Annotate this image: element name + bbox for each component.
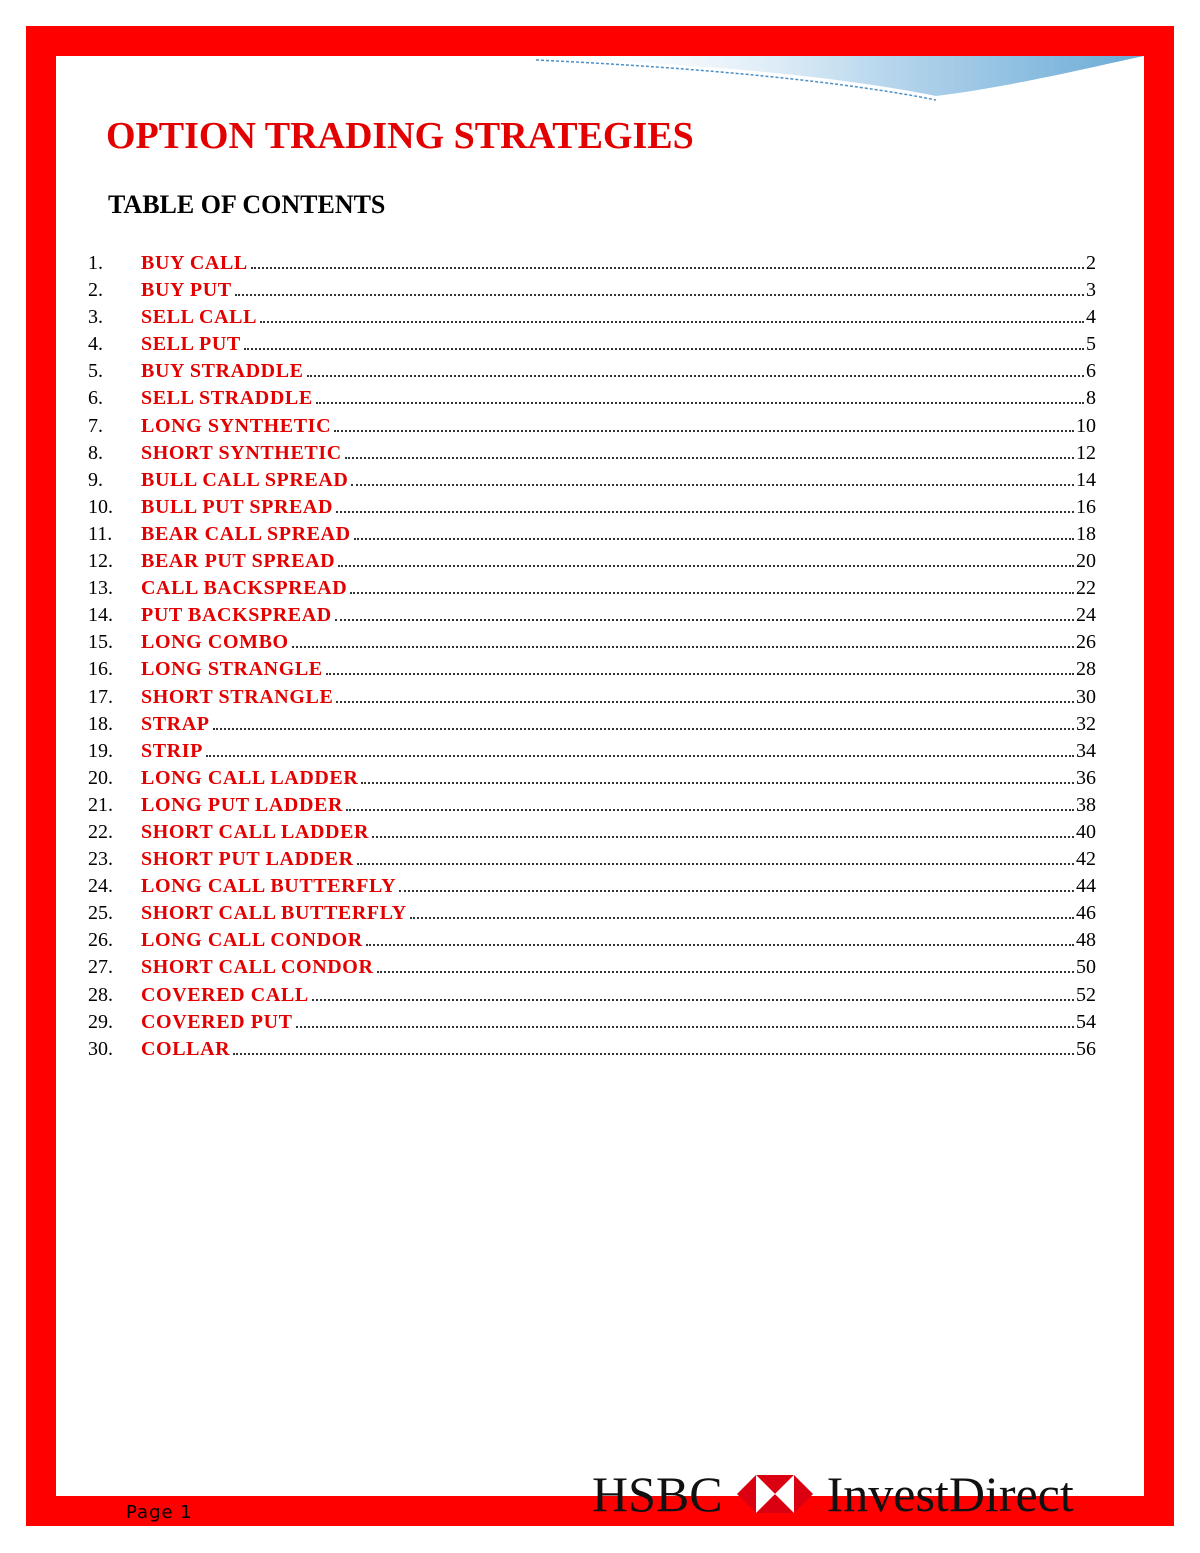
toc-entry-number: 10.	[88, 495, 113, 518]
toc-entry-number: 5.	[88, 360, 103, 383]
toc-entry[interactable]	[88, 250, 1096, 277]
toc-entry-page: 22	[1076, 577, 1096, 600]
toc-entry-page: 48	[1076, 929, 1096, 952]
toc-entry-page: 16	[1076, 495, 1096, 518]
toc-entry[interactable]	[88, 331, 1096, 358]
toc-entry[interactable]	[88, 575, 1096, 602]
toc-entry-number: 29.	[88, 1010, 113, 1033]
toc-entry[interactable]	[88, 846, 1096, 873]
toc-entry-label[interactable]: BULL CALL SPREAD	[141, 468, 349, 491]
toc-entry-page: 8	[1086, 387, 1096, 410]
toc-entry-number: 4.	[88, 333, 103, 356]
toc-entry[interactable]	[88, 792, 1096, 819]
toc-entry-number: 16.	[88, 658, 113, 681]
toc-entry-page: 36	[1076, 766, 1096, 789]
toc-dot-leader	[206, 754, 1074, 757]
toc-dot-leader	[336, 700, 1074, 703]
toc-entry[interactable]	[88, 954, 1096, 981]
toc-dot-leader	[335, 618, 1074, 621]
toc-entry-number: 13.	[88, 577, 113, 600]
toc-entry-label[interactable]: BEAR PUT SPREAD	[141, 550, 336, 573]
toc-entry-number: 12.	[88, 550, 113, 573]
toc-entry-page: 6	[1086, 360, 1096, 383]
toc-entry-label[interactable]: SHORT CALL BUTTERFLY	[141, 902, 407, 925]
toc-entry-number: 3.	[88, 306, 103, 329]
toc-dot-leader	[366, 943, 1074, 946]
toc-dot-leader	[296, 1025, 1074, 1028]
toc-entry-page: 4	[1086, 306, 1096, 329]
logo-text-left: HSBC	[592, 1466, 723, 1522]
toc-entry[interactable]	[88, 358, 1096, 385]
toc-dot-leader	[233, 1052, 1074, 1055]
toc-entry-page: 50	[1076, 956, 1096, 979]
toc-entry[interactable]	[88, 900, 1096, 927]
page-number: Page 1	[126, 1502, 193, 1523]
toc-dot-leader	[377, 970, 1074, 973]
toc-entry-label[interactable]: SHORT CALL CONDOR	[141, 956, 374, 979]
toc-dot-leader	[213, 727, 1074, 730]
document-title: OPTION TRADING STRATEGIES	[106, 115, 694, 157]
toc-entry-number: 20.	[88, 766, 113, 789]
toc-entry[interactable]	[88, 602, 1096, 629]
toc-entry-label[interactable]: COVERED CALL	[141, 983, 309, 1006]
toc-dot-leader	[307, 374, 1084, 377]
toc-dot-leader	[326, 672, 1074, 675]
toc-entry-label[interactable]: SHORT PUT LADDER	[141, 848, 354, 871]
toc-entry-number: 2.	[88, 279, 103, 302]
toc-entry-label[interactable]: SHORT CALL LADDER	[141, 820, 370, 843]
toc-entry[interactable]	[88, 521, 1096, 548]
toc-entry-label[interactable]: SHORT STRANGLE	[141, 685, 334, 708]
toc-entry-number: 24.	[88, 875, 113, 898]
toc-entry-page: 5	[1086, 333, 1096, 356]
toc-entry-number: 8.	[88, 441, 103, 464]
toc-entry-page: 18	[1076, 522, 1096, 545]
toc-entry-page: 38	[1076, 793, 1096, 816]
toc-entry-label[interactable]: LONG CALL LADDER	[141, 766, 359, 789]
toc-entry[interactable]	[88, 494, 1096, 521]
toc-dot-leader	[410, 916, 1074, 919]
toc-entry-page: 28	[1076, 658, 1096, 681]
toc-entry-page: 14	[1076, 468, 1096, 491]
toc-entry-number: 9.	[88, 468, 103, 491]
toc-dot-leader	[338, 564, 1074, 567]
toc-entry[interactable]	[88, 467, 1096, 494]
frame-notch	[1144, 1410, 1174, 1470]
toc-entry-page: 40	[1076, 820, 1096, 843]
toc-entry-page: 26	[1076, 631, 1096, 654]
toc-entry-number: 1.	[88, 252, 103, 274]
toc-entry-number: 25.	[88, 902, 113, 925]
toc-entry[interactable]	[88, 385, 1096, 412]
toc-dot-leader	[357, 862, 1074, 865]
toc-entry-page: 56	[1076, 1037, 1096, 1060]
toc-dot-leader	[260, 320, 1084, 323]
toc-entry-label[interactable]: LONG CALL BUTTERFLY	[141, 875, 397, 898]
toc-entry-page: 54	[1076, 1010, 1096, 1033]
toc-entry-page: 46	[1076, 902, 1096, 925]
toc-dot-leader	[244, 347, 1084, 350]
toc-entry-page: 2	[1086, 252, 1096, 274]
toc-entry[interactable]	[88, 656, 1096, 683]
toc-entry-page: 30	[1076, 685, 1096, 708]
toc-dot-leader	[351, 483, 1074, 486]
toc-entry-label[interactable]: SELL STRADDLE	[141, 387, 313, 410]
toc-entry[interactable]	[88, 277, 1096, 304]
toc-entry[interactable]	[88, 982, 1096, 1009]
logo-text-right: InvestDirect	[826, 1466, 1074, 1522]
toc-entry[interactable]	[88, 873, 1096, 900]
toc-dot-leader	[316, 401, 1084, 404]
toc-entry[interactable]	[88, 711, 1096, 738]
toc-dot-leader	[354, 537, 1074, 540]
toc-dot-leader	[292, 645, 1074, 648]
toc-entry[interactable]	[88, 819, 1096, 846]
toc-entry-label[interactable]: BUY STRADDLE	[141, 360, 304, 383]
toc-entry[interactable]	[88, 927, 1096, 954]
toc-entry[interactable]	[88, 1036, 1096, 1063]
toc-entry-label[interactable]: SHORT SYNTHETIC	[141, 441, 342, 464]
toc-heading: TABLE OF CONTENTS	[108, 190, 386, 219]
toc-dot-leader	[251, 266, 1084, 269]
toc-entry-page: 52	[1076, 983, 1096, 1006]
toc-entry-label[interactable]: BUY CALL	[141, 252, 248, 274]
toc-entry-label[interactable]: BEAR CALL SPREAD	[141, 522, 351, 545]
header-swoosh	[56, 56, 1144, 116]
hsbc-logo	[592, 1464, 1074, 1524]
toc-entry-label[interactable]: LONG PUT LADDER	[141, 793, 343, 816]
toc-dot-leader	[399, 889, 1074, 892]
toc-entry-page: 12	[1076, 441, 1096, 464]
toc-entry-number: 18.	[88, 712, 113, 735]
toc-dot-leader	[346, 808, 1074, 811]
toc-entry-label[interactable]: CALL BACKSPREAD	[141, 577, 348, 600]
toc-entry-page: 24	[1076, 604, 1096, 627]
toc-entry-label[interactable]: LONG STRANGLE	[141, 658, 323, 681]
toc-dot-leader	[334, 429, 1074, 432]
toc-entry-page: 10	[1076, 414, 1096, 437]
toc-entry-label[interactable]: PUT BACKSPREAD	[141, 604, 332, 627]
toc-dot-leader	[345, 456, 1074, 459]
toc-entry-number: 26.	[88, 929, 113, 952]
toc-entry[interactable]	[88, 304, 1096, 331]
toc-entry-label[interactable]: BULL PUT SPREAD	[141, 495, 334, 518]
toc-entry-page: 42	[1076, 848, 1096, 871]
toc-entry[interactable]	[88, 413, 1096, 440]
toc-entry-number: 22.	[88, 820, 113, 843]
toc-entry[interactable]	[88, 440, 1096, 467]
toc-entry-number: 11.	[88, 522, 113, 545]
toc-entry-number: 14.	[88, 604, 113, 627]
toc-entry-label[interactable]: STRIP	[141, 739, 203, 762]
toc-entry-page: 44	[1076, 875, 1096, 898]
toc-dot-leader	[372, 835, 1074, 838]
hsbc-hexagon-icon	[737, 1475, 813, 1513]
toc-entry[interactable]	[88, 1009, 1096, 1036]
toc-entry[interactable]	[88, 548, 1096, 575]
toc-entry-label[interactable]: BUY PUT	[141, 279, 232, 302]
toc-entry-page: 32	[1076, 712, 1096, 735]
toc-entry-label[interactable]: LONG COMBO	[141, 631, 289, 654]
toc-entry-page: 34	[1076, 739, 1096, 762]
toc-dot-leader	[235, 293, 1084, 296]
toc-entry[interactable]	[88, 629, 1096, 656]
toc-entry-label[interactable]: COLLAR	[141, 1037, 231, 1060]
toc-entry-number: 27.	[88, 956, 113, 979]
toc-entry-number: 7.	[88, 414, 103, 437]
toc-entry-number: 17.	[88, 685, 113, 708]
toc-dot-leader	[312, 998, 1074, 1001]
toc-dot-leader	[350, 591, 1074, 594]
toc-entry-number: 21.	[88, 793, 113, 816]
toc-entry-label[interactable]: STRAP	[141, 712, 210, 735]
toc-entry-number: 30.	[88, 1037, 113, 1060]
toc-entry-number: 28.	[88, 983, 113, 1006]
toc-entry[interactable]	[88, 765, 1096, 792]
toc-entry-number: 23.	[88, 848, 113, 871]
toc-entry-number: 15.	[88, 631, 113, 654]
toc-entry-number: 19.	[88, 739, 113, 762]
table-of-contents	[88, 250, 1096, 1063]
toc-entry[interactable]	[88, 738, 1096, 765]
toc-entry-page: 3	[1086, 279, 1096, 302]
toc-entry-label[interactable]: SELL CALL	[141, 306, 258, 329]
toc-entry-label[interactable]: LONG CALL CONDOR	[141, 929, 363, 952]
toc-entry-label[interactable]: COVERED PUT	[141, 1010, 293, 1033]
page-content	[56, 56, 1144, 1523]
toc-entry-number: 6.	[88, 387, 103, 410]
toc-dot-leader	[361, 781, 1074, 784]
toc-entry-page: 20	[1076, 550, 1096, 573]
toc-dot-leader	[336, 510, 1074, 513]
toc-entry-label[interactable]: SELL PUT	[141, 333, 241, 356]
toc-entry-label[interactable]: LONG SYNTHETIC	[141, 414, 332, 437]
toc-entry[interactable]	[88, 684, 1096, 711]
